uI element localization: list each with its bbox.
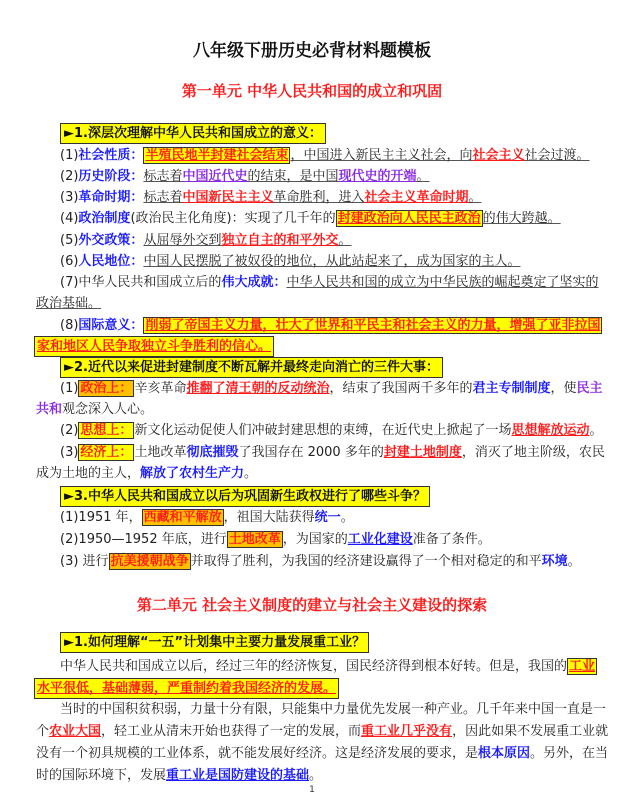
item-text: 标志着: [143, 169, 183, 184]
item-text: 土地改革: [134, 445, 187, 460]
item-number: (3): [60, 445, 79, 460]
item-text: ，中国进入新民主主义社会，向: [290, 148, 473, 163]
item-number: (2): [60, 532, 79, 547]
paragraph-line: [36, 766, 322, 786]
question-heading: [60, 632, 369, 653]
key-point-highlight: 半殖民地半封建社会结束: [145, 148, 289, 163]
paragraph-text: 。另外，在当: [530, 746, 609, 761]
key-term: 农业大国: [49, 724, 102, 739]
list-item: [60, 146, 590, 166]
item-text: 。: [244, 466, 258, 481]
key-term: 环境: [541, 554, 568, 569]
list-item: [60, 167, 430, 187]
item-text: 新文化运动促使人们冲破封建思想的束缚，在近代史上掀起了一场: [134, 423, 512, 438]
list-item: [60, 209, 561, 229]
item-text: 中华人民共和国成立后的: [78, 275, 222, 290]
item-label: 政治制度: [78, 211, 131, 226]
paragraph-line: [60, 657, 597, 677]
document-title: 八年级下册历史必背材料题模板: [193, 41, 431, 61]
item-text: 1951 年，: [78, 510, 142, 525]
list-item: [60, 421, 602, 441]
question-3-heading: ►3.中华人民共和国成立以后为巩固新生政权进行了哪些斗争？: [60, 486, 430, 507]
question-heading: [60, 123, 326, 144]
paragraph-text: ，轻工业从清末开始也获得了一定的发展，而: [101, 724, 362, 739]
paragraph-text: ，因此如果不发展重工业就: [452, 724, 609, 739]
item-text: 辛亥革命: [134, 381, 187, 396]
list-item: [60, 316, 602, 336]
unit1-title: 第一单元 中华人民共和国的成立和巩固: [181, 82, 443, 100]
item-text: 准备了条件。: [412, 532, 491, 547]
key-term: 统一: [314, 510, 341, 525]
item-text: 了我国存在 2000 多年的: [238, 445, 384, 460]
paragraph-text: 没有一个初具规模的工业体系，就不能发展好经济。这是经济发展的要求，是: [36, 746, 479, 761]
key-term: 重工业是国防建设的基础: [166, 768, 310, 783]
key-event-highlight: 抗美援朝战争: [110, 554, 189, 569]
item-number: (6): [60, 254, 79, 269]
item-text: 中华人民共和国的成立为中华民族的崛起奠定了坚实的: [286, 275, 599, 290]
item-number: (4): [60, 211, 79, 226]
item-text: 1950—1952 年底，进行: [78, 532, 227, 547]
list-item: [60, 273, 598, 293]
item-text: 政治基础。: [36, 296, 102, 311]
item-text: 。: [589, 423, 603, 438]
item-number: (2): [60, 423, 79, 438]
item-text: 从屈辱外交到: [143, 233, 222, 248]
item-text: ，消灭了地主阶级，农民: [461, 445, 605, 460]
question-heading: [60, 486, 430, 507]
key-term: 推翻了清王朝的反动统治: [186, 381, 330, 396]
paragraph-text: 当时的中国积贫积弱，力量十分有限，只能集中力量优先发展一种产业。几千年来中国一直是一: [60, 702, 607, 717]
paragraph-line: [36, 744, 608, 764]
item-text: 。: [340, 510, 354, 525]
item-text: 。: [338, 233, 352, 248]
item-text: ，祖国大陆获得: [223, 510, 315, 525]
key-term: 现代史的开端: [338, 169, 417, 184]
key-event-highlight: 西藏和平解放: [143, 510, 222, 525]
list-item-continuation: [36, 294, 101, 314]
item-label: 历史阶段：: [78, 169, 144, 184]
item-number: (7): [60, 275, 79, 290]
item-label: 伟大成就：: [221, 275, 287, 290]
paragraph-text: 个: [36, 724, 50, 739]
key-term: 君主专制制度: [472, 381, 551, 396]
item-text: 的伟大跨越。: [482, 211, 561, 226]
item-label: 社会性质：: [78, 148, 144, 163]
item-label: 革命时期：: [78, 190, 144, 205]
item-text: 并取得了胜利，为我国的经济建设赢得了一个相对稳定的和平: [190, 554, 542, 569]
question-2-heading: ►2.近代以来促进封建制度不断瓦解并最终走向消亡的三件大事：: [60, 357, 443, 378]
item-number: (1): [60, 148, 79, 163]
category-tag: 政治上：: [80, 381, 133, 396]
paragraph-line: [60, 700, 606, 720]
item-number: (1): [60, 381, 79, 396]
item-text: 成为土地的主人，: [36, 466, 141, 481]
list-item: [60, 379, 603, 399]
category-tag: 经济上：: [80, 445, 133, 460]
list-item: [60, 530, 491, 550]
key-term: 民主: [576, 381, 603, 396]
item-text: 观念深入人心。: [62, 402, 154, 417]
question-1-heading: ►1.深层次理解中华人民共和国成立的意义：: [60, 123, 326, 144]
key-term: 思想解放运动: [511, 423, 590, 438]
item-number: (2): [60, 169, 79, 184]
item-text: 社会过渡。: [524, 148, 590, 163]
key-term: 社会主义革命时期: [364, 190, 469, 205]
key-point-highlight: 封建政治向人民民主政治: [337, 211, 481, 226]
list-item-continuation: [36, 464, 257, 484]
item-text: ，为国家的: [282, 532, 348, 547]
key-event-highlight: 土地改革: [228, 532, 281, 547]
key-term: 社会主义: [472, 148, 525, 163]
item-text: (政治民主化角度)：实现了几千年的: [130, 211, 336, 226]
key-term: 中国新民主主义: [182, 190, 274, 205]
item-text: ，使: [550, 381, 577, 396]
key-term: 解放了农村生产力: [140, 466, 245, 481]
list-item: [60, 188, 482, 208]
item-label: 外交政策：: [78, 233, 144, 248]
list-item: [60, 443, 605, 463]
item-text: 的结束，是中国: [247, 169, 339, 184]
item-number: (1): [60, 510, 79, 525]
key-term: 重工业几乎没有: [361, 724, 453, 739]
key-term: 工业化建设: [347, 532, 413, 547]
question-heading: [60, 357, 443, 378]
paragraph-line: [36, 722, 608, 742]
category-tag: 思想上：: [80, 423, 133, 438]
list-item: [60, 552, 581, 572]
item-text: 中国人民摆脱了被奴役的地位，从此站起来了，成为国家的主人。: [143, 254, 521, 269]
key-point-highlight: 水平很低，基础薄弱，严重制约着我国经济的发展。: [34, 678, 339, 699]
key-term: 彻底摧毁: [186, 445, 239, 460]
paragraph-text: 。: [309, 768, 323, 783]
page-number: 1: [309, 785, 315, 795]
item-label: 国际意义：: [78, 318, 144, 333]
key-point-highlight: 工业: [569, 659, 596, 674]
key-term: 共和: [36, 402, 63, 417]
key-term: 封建土地制度: [383, 445, 462, 460]
item-number: (3): [60, 190, 79, 205]
key-term: 独立自主的和平外交: [221, 233, 339, 248]
item-number: (3): [60, 554, 79, 569]
key-term: 中国近代史: [182, 169, 248, 184]
item-text: ，结束了我国两千多年的: [329, 381, 473, 396]
list-item: [60, 508, 354, 528]
key-point-highlight: 削弱了帝国主义力量，壮大了世界和平民主和社会主义的力量，增强了亚非拉国: [145, 318, 601, 333]
item-text: 标志着: [143, 190, 183, 205]
item-number: (5): [60, 233, 79, 248]
item-text: 革命胜利，进入: [273, 190, 365, 205]
list-item: [60, 252, 520, 272]
paragraph-text: 时的国际环境下，发展: [36, 768, 167, 783]
unit2-title: 第二单元 社会主义制度的建立与社会主义建设的探索: [136, 596, 488, 614]
item-text: 。: [567, 554, 581, 569]
item-number: (8): [60, 318, 79, 333]
paragraph-text: 中华人民共和国成立以后，经过三年的经济恢复，国民经济得到根本好转。但是，我国的: [60, 659, 568, 674]
item-label: 人民地位：: [78, 254, 144, 269]
item-text: 。: [416, 169, 430, 184]
unit2-question-1-heading: ►1.如何理解“一五”计划集中主要力量发展重工业？: [60, 632, 369, 653]
item-text: 。: [468, 190, 482, 205]
item-text: 进行: [78, 554, 109, 569]
list-item-continuation: [36, 400, 153, 420]
list-item: [60, 231, 351, 251]
key-point-highlight: 家和地区人民争取独立斗争胜利的信心。: [34, 336, 274, 357]
key-term: 根本原因: [478, 746, 531, 761]
